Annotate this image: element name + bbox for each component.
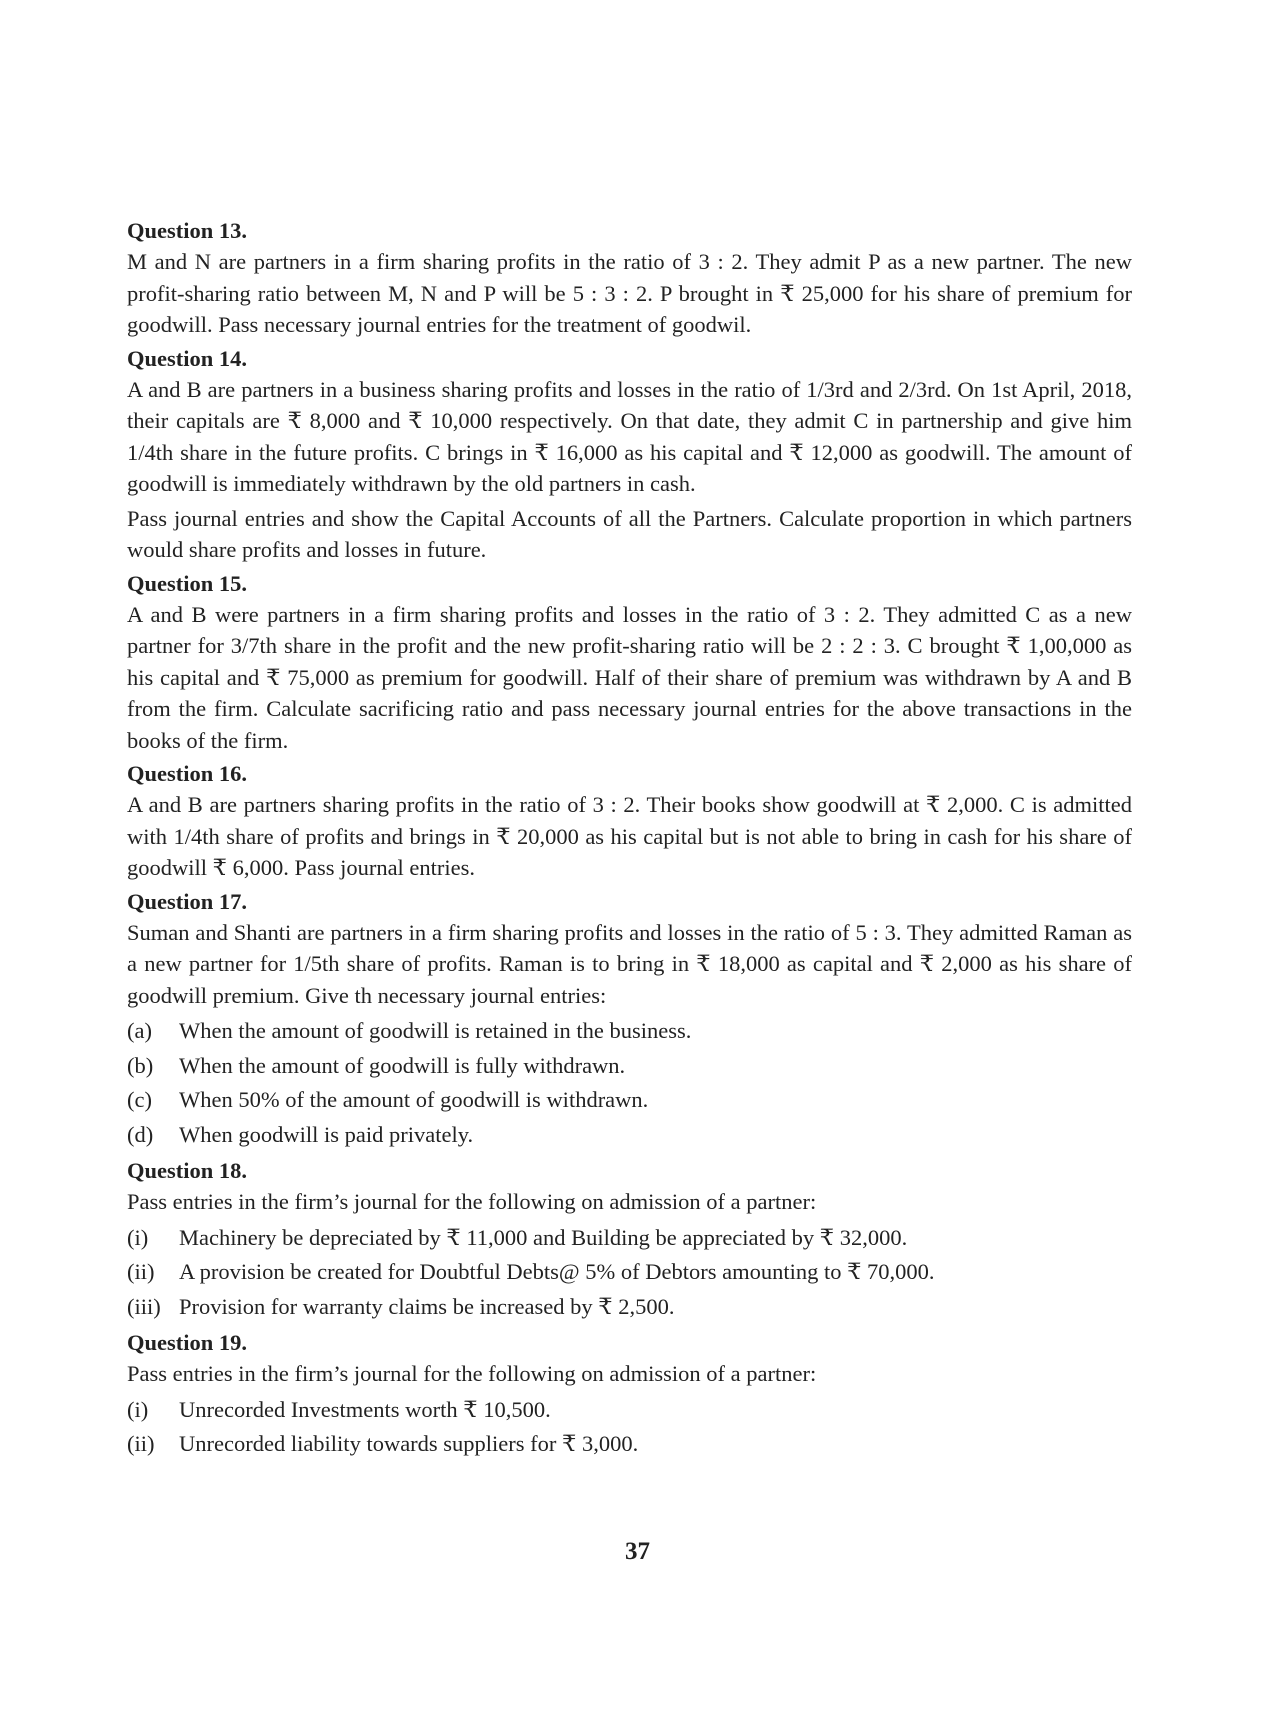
question-text: A and B are partners sharing profits in the ratio of 3 : 2. Their books show goodwill at ₹ 2,000. C is admitted with 1/4th share of profits and brings in ₹ 20,000 as his capital but is not able to bring in cash for his share of goodwill ₹ 6,000. Pass journal entries. [127,792,1132,880]
page-content [127,216,1132,1466]
list-item [127,1014,1132,1049]
question-title: Question 17. [127,888,248,914]
list-item-text: When goodwill is paid privately. [179,1121,474,1147]
page-number: 37 [625,1538,650,1565]
list-item-text: When the amount of goodwill is fully withdrawn. [179,1052,626,1078]
question-15 [127,569,1132,757]
list-item [127,1083,1132,1118]
list-item-text: A provision be created for Doubtful Debts@ 5% of Debtors amounting to ₹ 70,000. [179,1259,935,1284]
list-item [127,1393,1132,1428]
question-text: M and N are partners in a firm sharing profits in the ratio of 3 : 2. They admit P as a new partner. The new profit-sharing ratio between M, N and P will be 5 : 3 : 2. P brought in ₹ 25,000 for his share of premium for goodwill. Pass necessary journal entries for the treatment of goodwil. [127,249,1132,337]
question-title: Question 15. [127,570,248,596]
list-marker: (ii) [127,1431,155,1456]
question-text: Pass journal entries and show the Capital Accounts of all the Partners. Calculate proportion in which partners would share profits and losses in future. [127,505,1132,562]
question-title: Question 19. [127,1330,248,1355]
question-text: Suman and Shanti are partners in a firm sharing profits and losses in the ratio of 5 : 3. They admitted Raman as a new partner for 1/5th share of profits. Raman is to bring in ₹ 18,000 as capital and ₹ 2,000 as his share of goodwill premium. Give th necessary journal entries: [127,919,1132,1008]
question-text: Pass entries in the firm’s journal for the following on admission of a partner: [127,1361,817,1386]
list-item-text: When 50% of the amount of goodwill is withdrawn. [179,1087,649,1112]
list-item [127,1221,1132,1256]
list-item [127,1427,1132,1462]
sub-item-list [127,1221,1132,1325]
list-item-text: Unrecorded Investments worth ₹ 10,500. [179,1396,551,1422]
question-16 [127,759,1132,884]
question-18 [127,1156,1132,1324]
list-marker: (a) [127,1018,152,1043]
list-item-text: When the amount of goodwill is retained in the business. [179,1018,692,1043]
list-marker: (iii) [127,1293,161,1319]
list-item-text: Machinery be depreciated by ₹ 11,000 and Building be appreciated by ₹ 32,000. [179,1224,908,1250]
question-13 [127,216,1132,341]
list-marker: (d) [127,1121,154,1147]
list-marker: (c) [127,1087,152,1112]
question-14 [127,344,1132,566]
list-item [127,1255,1132,1290]
list-marker: (ii) [127,1259,155,1284]
sub-item-list [127,1014,1132,1152]
question-title: Question 18. [127,1158,248,1183]
question-text: A and B were partners in a firm sharing profits and losses in the ratio of 3 : 2. They admitted C as a new partner for 3/7th share in the profit and the new profit-sharing ratio will be 2 : 2 : 3. C brought ₹ 1,00,000 as his capital and ₹ 75,000 as premium for goodwill. Half of their share of premium was withdrawn by A and B from the firm. Calculate sacrificing ratio and pass necessary journal entries for the above transactions in the books of the firm. [127,601,1132,753]
list-item [127,1118,1132,1153]
question-text: Pass entries in the firm’s journal for the following on admission of a partner: [127,1189,817,1214]
list-item-text: Provision for warranty claims be increased by ₹ 2,500. [179,1293,675,1319]
list-item-text: Unrecorded liability towards suppliers for ₹ 3,000. [179,1431,639,1456]
list-marker: (b) [127,1052,154,1078]
list-marker: (i) [127,1396,149,1422]
list-item [127,1290,1132,1325]
question-title: Question 14. [127,345,248,371]
question-19 [127,1328,1132,1462]
list-marker: (i) [127,1224,149,1250]
question-text: A and B are partners in a business sharing profits and losses in the ratio of 1/3rd and 2/3rd. On 1st April, 2018, their capitals are ₹ 8,000 and ₹ 10,000 respectively. On that date, they admit C in partnership and give him 1/4th share in the future profits. C brings in ₹ 16,000 as his capital and ₹ 12,000 as goodwill. The amount of goodwill is immediately withdrawn by the old partners in cash. [127,376,1132,496]
question-17 [127,887,1132,1153]
question-title: Question 16. [127,761,248,786]
question-title: Question 13. [127,218,248,243]
list-item [127,1049,1132,1084]
sub-item-list [127,1393,1132,1462]
